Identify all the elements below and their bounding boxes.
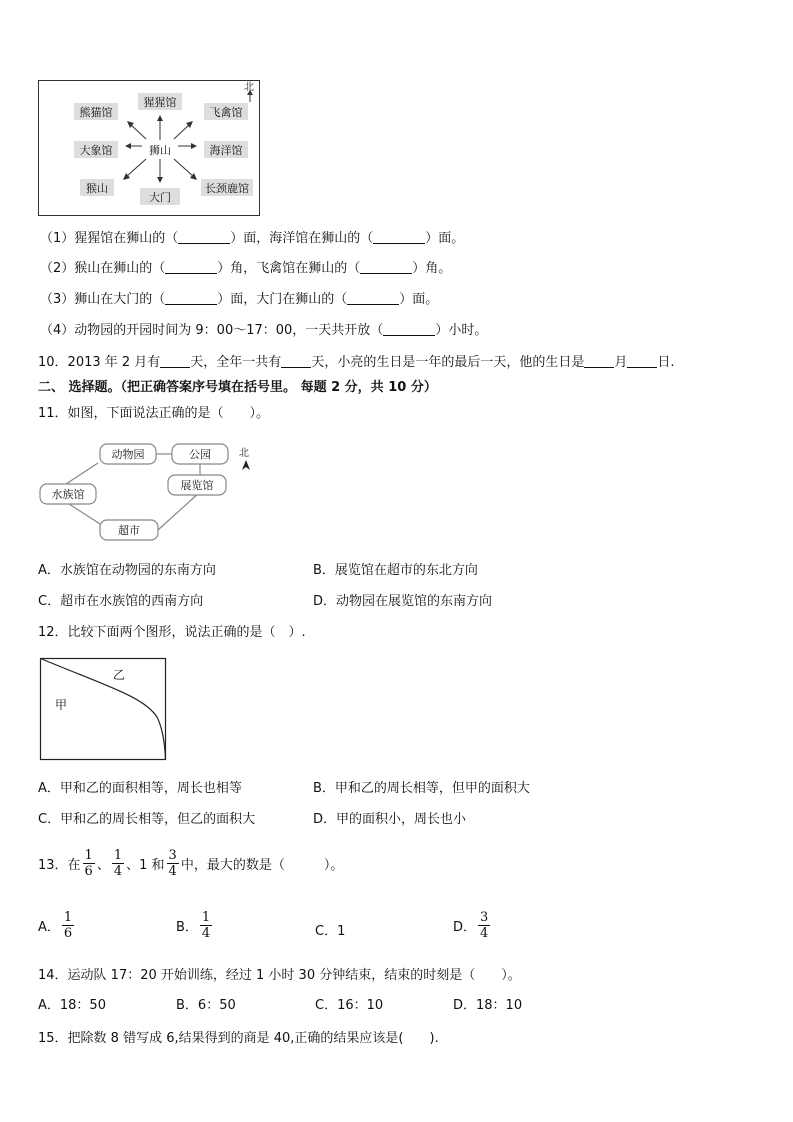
gate-label: 大门 <box>149 191 171 204</box>
q12-option-d[interactable]: D．甲的面积小，周长也小 <box>313 812 467 827</box>
q14-option-d[interactable]: D．18：10 <box>453 998 523 1013</box>
q14-option-b[interactable]: B．6：50 <box>176 998 236 1013</box>
question-13-stem: 13．在 $\frac{1}{6}$ 、 $\frac{1}{4}$ 、1 和 $\frac{3}{4}$ 中，最大的数是（ ）。 <box>38 848 344 879</box>
answer-blank[interactable] <box>360 259 412 274</box>
monkey-hill-label: 猴山 <box>86 182 108 195</box>
q12-shape-figure <box>39 657 169 763</box>
q9-item-1: （1）猩猩馆在狮山的（ ）面，海洋馆在狮山的（ ）面。 <box>40 231 465 246</box>
question-15-stem: 15．把除数 8 错写成 6,结果得到的商是 40,正确的结果应该是( ). <box>38 1031 439 1046</box>
q9-item-4: （4）动物园的开园时间为 9：00～17：00，一天共开放（ ）小时。 <box>40 323 488 338</box>
q13-option-c[interactable]: C．1 <box>315 924 346 939</box>
park-label: 公园 <box>189 448 211 461</box>
answer-blank[interactable] <box>281 353 311 368</box>
north-label: 北 <box>239 448 249 459</box>
answer-blank[interactable] <box>160 353 190 368</box>
q13-option-a[interactable]: A． $\frac{1}{6}$ <box>38 910 73 941</box>
giraffe-house-label: 长颈鹿馆 <box>205 182 249 195</box>
answer-blank[interactable] <box>627 353 657 368</box>
elephant-house-label: 大象馆 <box>79 144 113 157</box>
zoo-map-figure <box>38 80 262 218</box>
fraction: $\frac{1}{6}$ <box>84 848 93 879</box>
fraction: $\frac{3}{4}$ <box>168 848 177 879</box>
jia-region-label: 甲 <box>55 698 68 712</box>
fraction: $\frac{1}{4}$ <box>113 848 123 879</box>
north-arrow-icon <box>242 460 250 470</box>
q12-option-b[interactable]: B．甲和乙的周长相等，但甲的面积大 <box>313 781 530 796</box>
answer-blank[interactable] <box>178 229 230 244</box>
q12-option-a[interactable]: A．甲和乙的面积相等，周长也相等 <box>38 781 242 796</box>
q11-option-c[interactable]: C．超市在水族馆的西南方向 <box>38 594 204 609</box>
answer-blank[interactable] <box>383 321 435 336</box>
q13-option-b[interactable]: B． $\frac{1}{4}$ <box>176 910 211 941</box>
question-11-stem: 11．如图，下面说法正确的是（ ）。 <box>38 406 270 421</box>
section-2-header: 二、 选择题。（把正确答案序号填在括号里。 每题 2 分，共 10 分） <box>38 380 437 395</box>
q14-option-c[interactable]: C．16：10 <box>315 998 384 1013</box>
answer-blank[interactable] <box>165 290 217 305</box>
q14-option-a[interactable]: A．18：50 <box>38 998 106 1013</box>
q13-option-d[interactable]: D． $\frac{3}{4}$ <box>453 910 489 941</box>
answer-blank[interactable] <box>373 229 425 244</box>
q11-option-a[interactable]: A．水族馆在动物园的东南方向 <box>38 563 216 578</box>
exhibition-hall-label: 展览馆 <box>180 479 214 492</box>
yi-region-label: 乙 <box>113 668 126 682</box>
lion-hill-label: 狮山 <box>149 144 171 157</box>
q9-item-2: （2）猴山在狮山的（ ）角，飞禽馆在狮山的（ ）角。 <box>40 261 452 276</box>
question-12-stem: 12．比较下面两个图形，说法正确的是（ ）. <box>38 625 306 640</box>
q12-option-c[interactable]: C．甲和乙的周长相等，但乙的面积大 <box>38 812 256 827</box>
orangutan-house-label: 猩猩馆 <box>143 96 177 109</box>
answer-blank[interactable] <box>165 259 217 274</box>
q11-option-d[interactable]: D．动物园在展览馆的东南方向 <box>313 594 493 609</box>
q9-item-3: （3）狮山在大门的（ ）面，大门在狮山的（ ）面。 <box>40 292 439 307</box>
answer-blank[interactable] <box>347 290 399 305</box>
q11-option-b[interactable]: B．展览馆在超市的东北方向 <box>313 563 478 578</box>
zoo-label: 动物园 <box>111 448 145 461</box>
answer-blank[interactable] <box>584 353 614 368</box>
question-10: 10．2013 年 2 月有 天，全年一共有 天，小亮的生日是一年的最后一天，他的生日是 月 日. <box>38 355 675 370</box>
north-label: 北 <box>244 82 254 93</box>
panda-house-label: 熊猫馆 <box>79 106 113 119</box>
bird-house-label: 飞禽馆 <box>209 106 243 119</box>
supermarket-label: 超市 <box>118 524 140 537</box>
aquarium-label: 水族馆 <box>51 488 85 501</box>
ocean-house-label: 海洋馆 <box>209 144 243 157</box>
q11-map-figure <box>38 438 258 546</box>
question-14-stem: 14．运动队 17：20 开始训练，经过 1 小时 30 分钟结束，结束的时刻是（ ）。 <box>38 968 521 983</box>
